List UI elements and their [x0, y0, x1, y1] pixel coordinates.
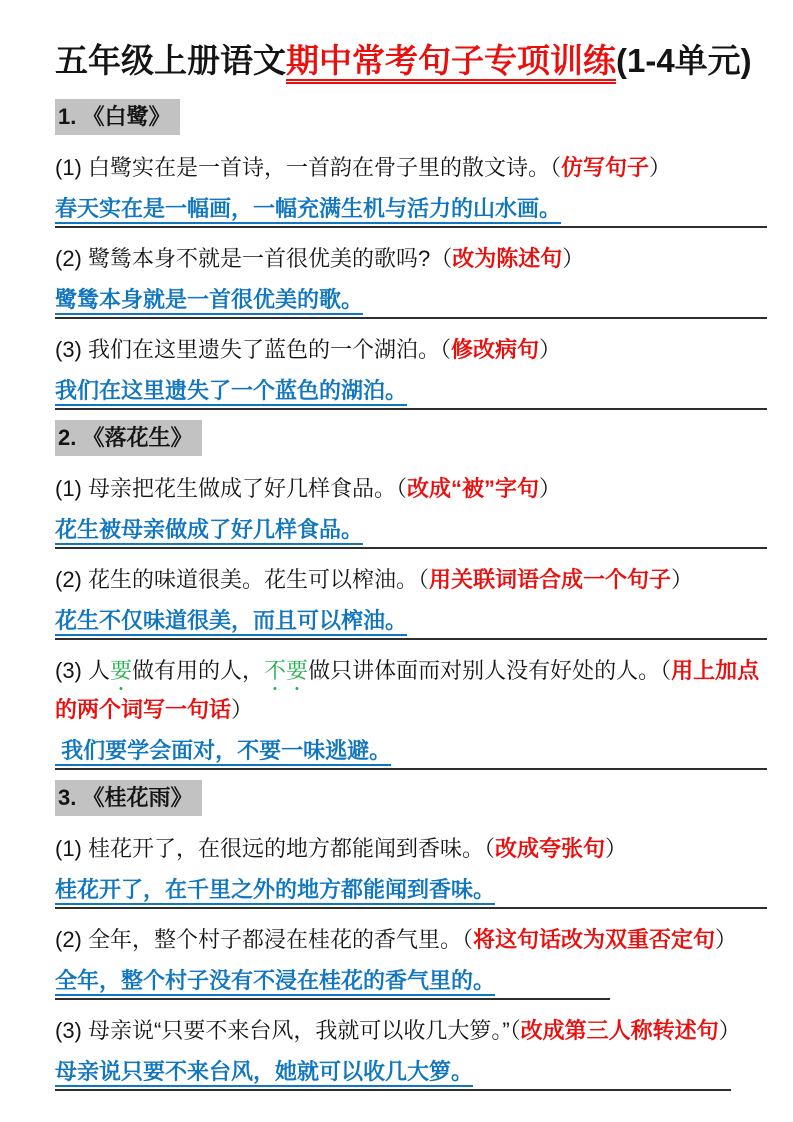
answer-rule-line	[55, 287, 767, 319]
section	[55, 780, 767, 1091]
question-text-segment: (1) 白鹭实在是一首诗，一首韵在骨子里的散文诗。（	[55, 155, 562, 181]
question-hint: 改成“被”字句	[407, 476, 540, 502]
answer-rule-line	[55, 877, 767, 909]
question-hint: 将这句话改为双重否定句	[473, 927, 716, 953]
question-text-segment: (1) 桂花开了，在很远的地方都能闻到香味。（	[55, 836, 496, 862]
title-part-topic: 期中常考句子专项训练	[286, 42, 616, 79]
question-text-segment: ）	[539, 476, 562, 502]
title-part-grade: 五年级上册语文	[55, 42, 286, 79]
answer-text: 桂花开了，在千里之外的地方都能闻到香味。	[55, 877, 496, 903]
answer-text: 春天实在是一幅画，一幅充满生机与活力的山水画。	[55, 196, 562, 222]
answer-rule-line	[55, 608, 767, 640]
exercise-item	[55, 335, 767, 410]
exercise-item	[55, 153, 767, 228]
answer-rule-line	[55, 517, 767, 549]
question-text-segment: (3) 人	[55, 658, 111, 684]
question-text-segment: ）	[605, 836, 628, 862]
exercise-item	[55, 565, 767, 640]
question-text-segment: (2) 花生的味道很美。花生可以榨油。（	[55, 567, 430, 593]
question-text-segment: ）	[562, 246, 585, 272]
answer-text: 我们在这里遗失了一个蓝色的湖泊。	[55, 378, 408, 404]
question-hint: 仿写句子	[561, 155, 650, 181]
section-heading-1: 1. 《白鹭》	[55, 99, 180, 135]
question-text-segment: ）	[231, 697, 254, 723]
question-text	[55, 244, 767, 274]
answer-text: 母亲说只要不来台风，她就可以收几大箩。	[55, 1059, 474, 1085]
question-hint: 改为陈述句	[452, 246, 563, 272]
title-part-units: (1-4单元)	[616, 42, 752, 79]
section-items	[55, 474, 767, 770]
answer-text: 全年，整个村子没有不浸在桂花的香气里的。	[55, 968, 496, 994]
answer-rule-line	[55, 1059, 731, 1091]
section-items	[55, 834, 767, 1091]
answer-rule-line	[55, 196, 767, 228]
answer-rule-line	[55, 738, 767, 770]
exercise-item	[55, 656, 767, 770]
dotted-emphasis-word: 要	[110, 658, 133, 684]
answer-text: 花生不仅味道很美，而且可以榨油。	[55, 608, 408, 634]
question-text	[55, 153, 767, 183]
question-text-segment: (2) 全年，整个村子都浸在桂花的香气里。（	[55, 927, 474, 953]
section	[55, 420, 767, 770]
answer-text: 我们要学会面对，不要一味逃避。	[55, 738, 392, 764]
question-text	[55, 474, 767, 504]
section-heading-2: 2. 《落花生》	[55, 420, 202, 456]
question-text-segment: (3) 我们在这里遗失了蓝色的一个湖泊。（	[55, 337, 452, 363]
exercise-item	[55, 1016, 767, 1091]
answer-rule-line	[55, 378, 767, 410]
answer-rule-line	[55, 968, 610, 1000]
dotted-emphasis-word: 不要	[264, 658, 309, 684]
question-text-segment: 做只讲体面而对别人没有好处的人。（	[308, 658, 672, 684]
exercise-item	[55, 834, 767, 909]
question-text-segment: (1) 母亲把花生做成了好几样食品。（	[55, 476, 408, 502]
section	[55, 99, 767, 410]
question-text	[55, 925, 767, 955]
question-text-segment: (2) 鹭鸶本身不就是一首很优美的歌吗?（	[55, 246, 453, 272]
sections-container	[55, 99, 767, 1091]
question-text	[55, 834, 767, 864]
question-text	[55, 565, 767, 595]
question-text	[55, 1016, 767, 1046]
question-text-segment: ）	[671, 567, 694, 593]
question-text	[55, 656, 767, 725]
question-text	[55, 335, 767, 365]
question-text-segment: ）	[649, 155, 672, 181]
question-text-segment: 做有用的人，	[132, 658, 265, 684]
question-hint: 修改病句	[451, 337, 540, 363]
question-hint: 改成夸张句	[495, 836, 606, 862]
exercise-item	[55, 244, 767, 319]
section-heading-3: 3. 《桂花雨》	[55, 780, 202, 816]
answer-text: 鹭鸶本身就是一首很优美的歌。	[55, 287, 364, 313]
question-text-segment: ）	[715, 927, 738, 953]
question-text-segment: (3) 母亲说“只要不来台风，我就可以收几大箩。”（	[55, 1018, 521, 1044]
page-title	[55, 40, 767, 81]
question-text-segment: ）	[539, 337, 562, 363]
answer-text: 花生被母亲做成了好几样食品。	[55, 517, 364, 543]
question-hint: 用上加点的两个词写一句话	[55, 658, 760, 723]
section-items	[55, 153, 767, 410]
question-hint: 用关联词语合成一个句子	[429, 567, 672, 593]
exercise-item	[55, 474, 767, 549]
exercise-item	[55, 925, 767, 1000]
question-hint: 改成第三人称转述句	[520, 1018, 719, 1044]
question-text-segment: ）	[718, 1018, 741, 1044]
